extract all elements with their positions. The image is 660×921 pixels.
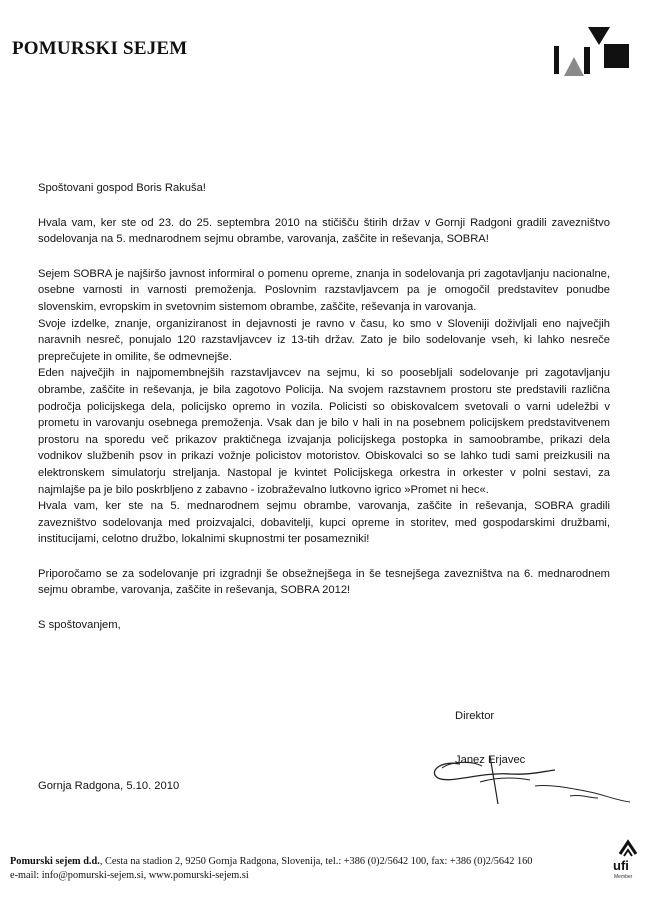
footer-company: Pomurski sejem d.d. — [10, 856, 100, 867]
company-logo — [548, 24, 638, 84]
paragraph-police: Eden največjih in najpomembnejših razstavljavcev na sejmu, ki so poosebljali sodelovanje pri zagotavljanju obrambe, zaščite in reševanja, je bila zagotovo Policija. Na svojem razstavnem prostoru ste predstavili različna področja policijskega dela, policijsko opremo in vozila. Policisti so obiskovalcem svetovali o varni udeležbi v prometu in varovanju osebnega premoženja. Vsak dan je bilo v hali in na posebnem policijskem predstavitvenem prostoru na sporedu več prikazov praktičnega izvajanja policijskega postopka in samoobrambe, prikazi dela vodnikov službenih psov in prikazi vožnje policistov motoristov. Obiskovalci so se lahko tudi sami preizkusili na elektronskem simulatorju streljanja. Nastopal je kvintet Policijskega orkestra in orkester v polni sestavi, za najmlajše pa je bilo poskrbljeno z zabavno - izobraževalno lutkovno igrico »Promet ni hec«. — [38, 367, 610, 496]
footer-address-line: , Cesta na stadion 2, 9250 Gornja Radgona, Slovenija, tel.: +386 (0)2/5642 100, fax: +386 (0)2/5642 160 — [99, 856, 533, 867]
salutation: Spoštovani gospod Boris Rakuša! — [38, 182, 206, 194]
signatory-name: Janez Erjavec — [455, 754, 526, 766]
closing: S spoštovanjem, — [38, 619, 121, 632]
footer-address — [10, 855, 600, 869]
letter-body — [38, 180, 610, 634]
ufi-member-label: Member — [614, 874, 633, 880]
signatory-title: Direktor — [455, 710, 495, 722]
paragraph-exhibitors: Svoje izdelke, znanje, organiziranost in dejavnosti je ravno v času, ko smo v Sloveniji doživljali eno največjih naravnih nesreč, ponujalo 120 razstavljavcev iz 13-tih držav. Zato je bilo sodelovanje vseh, ki lahko nesreče preprečujete in omilite, še odmevnejše. — [38, 317, 610, 363]
paragraph-thanks: Hvala vam, ker ste od 23. do 25. septembra 2010 na stičišču štirih držav v Gornji Radgoni gradili zavezništvo sodelovanja na 5. mednarodnem sejmu obrambe, varovanja, zaščite in reševanja, SOBRA! — [38, 216, 610, 246]
paragraph-sejem-sobra: Sejem SOBRA je najširšo javnost informiral o pomenu opreme, znanja in sodelovanja pri zagotavljanju nacionalne, osebne varnosti in varnosti premoženja. Poslovnim razstavljavcem pa je omogočil predstavitev ponudbe slovenskim, evropskim in svetovnim sistemom obrambe, zaščite, reševanja in varovanja. — [38, 267, 610, 313]
paragraph-recommendation: Priporočamo se za sodelovanje pri izgradnji še obsežnejšega in še tesnejšega zavezništva na 6. mednarodnem sejmu obrambe, varovanja, zaščite in reševanja, SOBRA 2012! — [38, 567, 610, 597]
place-and-date: Gornja Radgona, 5.10. 2010 — [38, 780, 180, 792]
handwritten-signature — [420, 742, 640, 822]
footer — [10, 855, 600, 883]
footer-contact: e-mail: info@pomurski-sejem.si, www.pomurski-sejem.si — [10, 870, 249, 881]
paragraph-alliance: Hvala vam, ker ste na 5. mednarodnem sejmu obrambe, varovanja, zaščite in reševanja, SOBRA gradili zavezništvo sodelovanja med proizvajalci, dobavitelji, kupci opreme in storitev, med gospodarskimi družbami, institucijami, celotno družbo, lokalnimi skupnostmi ter posamezniki! — [38, 500, 610, 546]
ufi-label: ufi — [613, 858, 629, 873]
company-name: POMURSKI SEJEM — [12, 38, 188, 59]
